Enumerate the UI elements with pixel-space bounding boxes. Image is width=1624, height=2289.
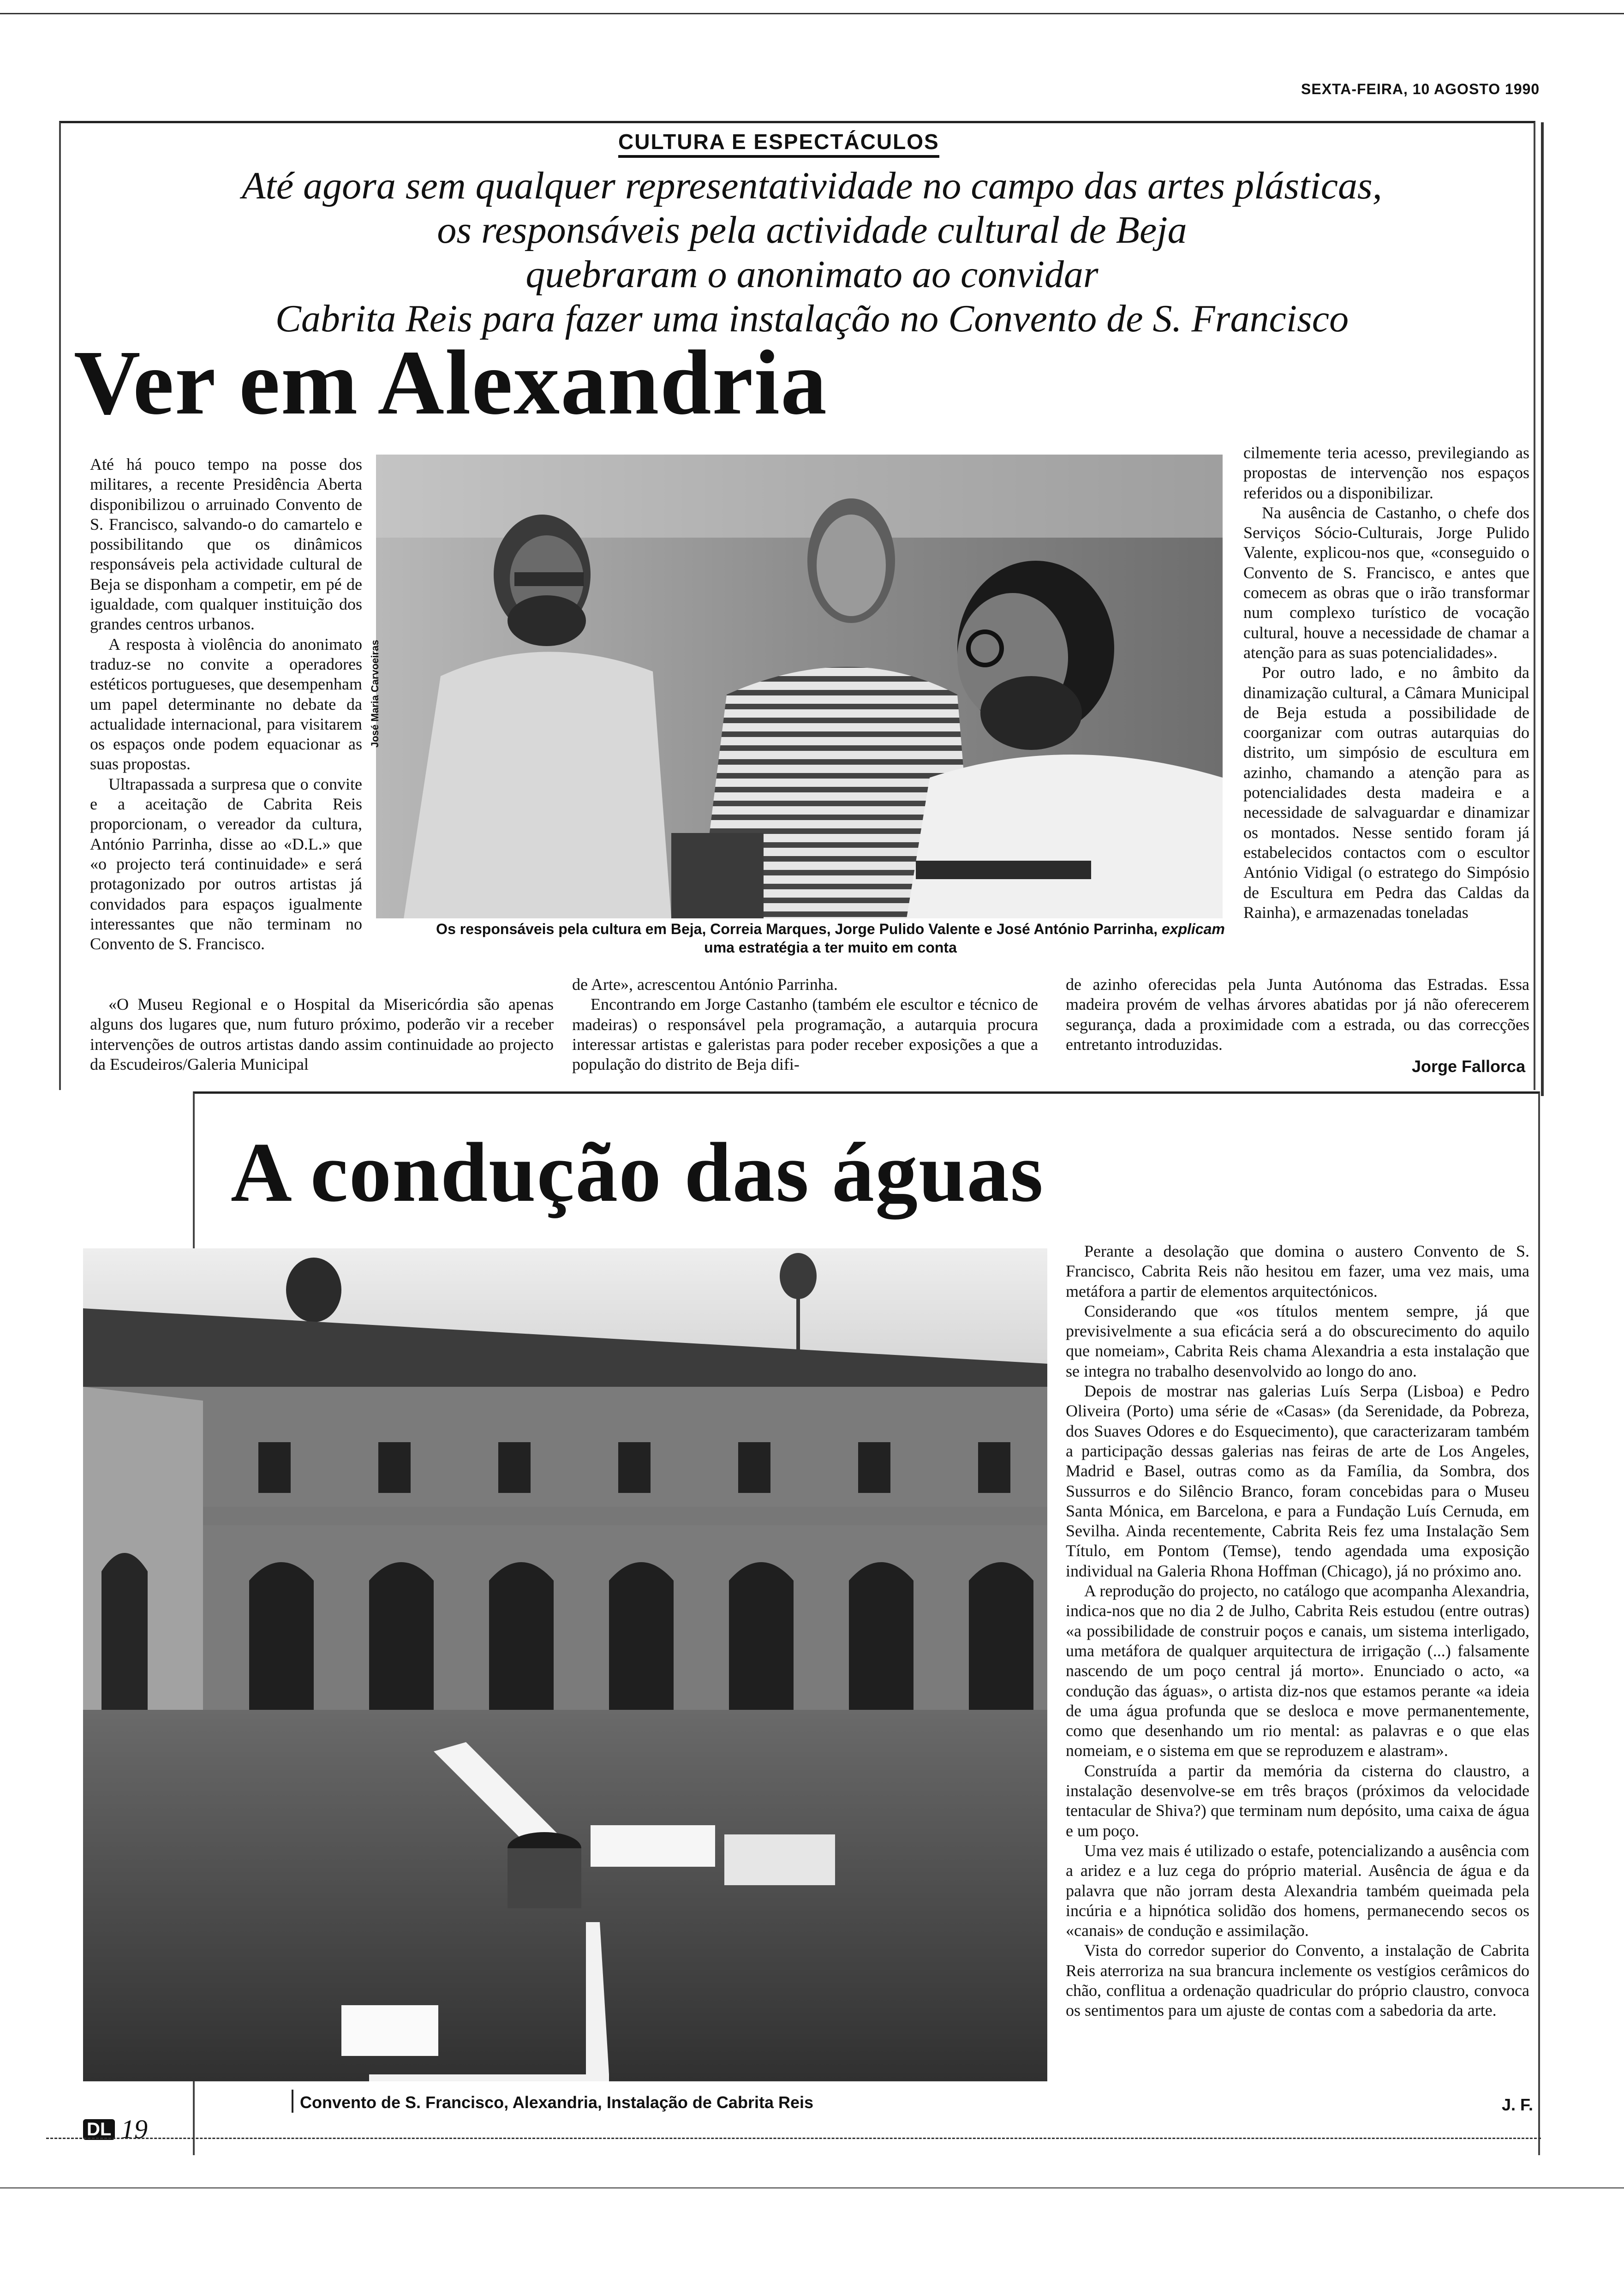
deck-line: Cabrita Reis para fazer uma instalação no Convento de S. Francisco — [275, 297, 1349, 340]
paragraph: cilmemente teria acesso, previlegiando as propostas de intervenção nos espaços referidos ou a disponibilizar. — [1243, 443, 1529, 502]
deck-line: os responsáveis pela actividade cultural de Beja — [437, 209, 1187, 252]
top-scan-edge — [0, 13, 1624, 14]
page-number: 19 — [121, 2114, 148, 2144]
paragraph: Uma vez mais é utilizado o estafe, potencializando a ausência com a aridez e a luz cega do próprio material. Ausência de água e da palavra que não jorram desta Alexandria também queimada pela incúria e a hipnótica solidão dos homens, permanecendo secos os «canais» de condução e assimilação. — [1066, 1841, 1529, 1940]
article1-column-2-bottom — [572, 975, 1038, 1074]
paragraph: Vista do corredor superior do Convento, a instalação de Cabrita Reis aterroriza na sua brancura inclemente os vestígios cerâmicos do chão, conflitua a ordenação quadricular do próprio claustro, convoca os sentimentos para um ajuste de contas com a sabedoria da arte. — [1066, 1941, 1529, 2020]
headline-ver-em-alexandria: Ver em Alexandria — [74, 332, 828, 434]
photo-credit: José Maria Carvoeiras — [369, 640, 381, 748]
caption-divider — [292, 2090, 293, 2113]
caption-text: Os responsáveis pela cultura em Beja, Correia Marques, Jorge Pulido Valente e José António Parrinha, — [436, 921, 1162, 937]
author-initials: J. F. — [1502, 2095, 1534, 2114]
caption-emphasis: explicam — [1161, 921, 1225, 937]
paragraph: Construída a partir da memória da cisterna do claustro, a instalação desenvolve-se em três braços (próximos da velocidade tentacular de Shiva?) que terminam num depósito, uma caixa de água e um poço. — [1066, 1761, 1529, 1840]
newspaper-logo: DL — [83, 2119, 115, 2140]
paragraph: de Arte», acrescentou António Parrinha. — [572, 975, 838, 994]
photo-convent-cloister — [83, 1248, 1047, 2081]
paragraph: A resposta à violência do anonimato traduz-se no convite a operadores estéticos portugueses, que desempenham um papel determinante no debate da actualidade internacional, para visitarem os espaços onde podem equacionar as suas propostas. — [90, 635, 362, 773]
article1-column-3-bottom — [1066, 975, 1529, 1055]
author-signature: Jorge Fallorca — [1412, 1057, 1526, 1076]
paragraph: A reprodução do projecto, no catálogo que acompanha Alexandria, indica-nos que no dia 2 de Julho, Cabrita Reis estudou (entre outras) «a possibilidade de construir poços e canais, um sistema interligado, uma metáfora de qualquer arquitectura de irrigação (...) falsamente nascendo de um poço central já morto». Enunciado o acto, «a condução das águas», o artista diz-nos que estamos perante «a ideia de uma água profunda que se desloca e move permanentemente, como que desenhando um rio mental: as palavras e o que elas nomeiam, e o sistema em que se reproduzem e alastram». — [1066, 1582, 1529, 1760]
headline-conducao-das-aguas: A condução das águas — [231, 1125, 1044, 1219]
photo-three-men — [376, 455, 1223, 918]
footer-rule — [46, 2138, 1541, 2139]
paragraph: Perante a desolação que domina o austero Convento de S. Francisco, Cabrita Reis não hesitou em fazer, uma vez mais, uma metáfora a partir de elementos arquitectónicos. — [1066, 1242, 1529, 1300]
paragraph: Ultrapassada a surpresa que o convite e a aceitação de Cabrita Reis proporcionam, o vereador da cultura, António Parrinha, disse ao «D.L.» que «o projecto terá continuidade» e será protagonizado por outros artistas já convidados para espaços igualmente interessantes que não terminam no Convento de S. Francisco. — [90, 774, 362, 953]
paragraph: Na ausência de Castanho, o chefe dos Serviços Sócio-Culturais, Jorge Pulido Valente, explicou-nos que, «conseguido o Convento de S. Francisco, e antes que comecem as obras que o irão transformar num complexo turístico de vocação cultural, houve a necessidade de chamar a atenção para as suas potencialidades». — [1243, 503, 1529, 662]
article-deck — [92, 164, 1532, 341]
paragraph: de azinho oferecidas pela Junta Autónoma das Estradas. Essa madeira provém de velhas árvores abatidas por já não oferecerem segurança, dada a proximidade com a estrada, ou das correcções entretanto introduzidas. — [1066, 975, 1529, 1054]
section-title: CULTURA E ESPECTÁCULOS — [618, 129, 939, 158]
paragraph: «O Museu Regional e o Hospital da Misericórdia são apenas alguns dos lugares que, num futuro próximo, poderão vir a receber intervenções de outros artistas dando assim continuidade ao projecto da Escudeiros/Galeria Municipal — [90, 995, 554, 1073]
photo-caption-top — [420, 920, 1241, 957]
deck-line: quebraram o anonimato ao convidar — [525, 253, 1099, 296]
paragraph: Por outro lado, e no âmbito da dinamização cultural, a Câmara Municipal de Beja estuda a possibilidade de coorganizar com outras autarquias do distrito, um simpósio de escultura em azinho, chamando a atenção para as potencialidades desta madeira e a necessidade de salvaguardar e dinamizar os montados. Nesse sentido foram já estabelecidos contactos com o escultor António Vidigal (o estratego do Simpósio de Escultura em Pedra das Caldas da Rainha), e armazenadas toneladas — [1243, 663, 1529, 922]
paragraph: Encontrando em Jorge Castanho (também ele escultor e técnico de madeiras) o responsável pela programação, a autarquia procura interessar artistas e galeristas para poder receber exposições a que a população do distrito de Beja difi- — [572, 995, 1038, 1074]
paragraph: Depois de mostrar nas galerias Luís Serpa (Lisboa) e Pedro Oliveira (Porto) uma série de «Casas» (da Serenidade, da Pobreza, dos Suaves Odores e do Esquecimento), que caracterizaram também a participação dessas galerias nas feiras de arte de Los Angeles, Madrid e Basel, outras como as da Família, da Sombra, dos Sussurros e do Silêncio Branco, foram concebidas para o Museu Santa Mónica, em Barcelona, e para a Fundação Luís Cernuda, em Sevilha. Ainda recentemente, Cabrita Reis fez uma Instalação Sem Título, em Pontom (Temse), tendo agendada uma exposição individual na Galeria Rhona Hoffman (Chicago), já no próximo ano. — [1066, 1382, 1529, 1580]
deck-line: Até agora sem qualquer representatividade no campo das artes plásticas, — [242, 164, 1382, 207]
bottom-scan-edge — [0, 2187, 1624, 2188]
photo-caption-bottom: Convento de S. Francisco, Alexandria, Instalação de Cabrita Reis — [300, 2093, 814, 2112]
article1-column-3 — [1243, 443, 1529, 923]
caption-text: uma estratégia a ter muito em conta — [704, 939, 957, 956]
article1-column-1-bottom — [90, 995, 554, 1074]
article2-column — [1066, 1241, 1529, 2021]
article1-column-1 — [90, 455, 362, 954]
paragraph: Considerando que «os títulos mentem sempre, já que previsivelmente a sua eficácia será a do obscurecimento do aquilo que nomeiam», Cabrita Reis chama Alexandria a esta instalação que se integra no trabalho desenvolvido ao longo do ano. — [1066, 1301, 1529, 1380]
issue-date: SEXTA-FEIRA, 10 AGOSTO 1990 — [1301, 81, 1540, 97]
paragraph: Até há pouco tempo na posse dos militares, a recente Presidência Aberta disponibilizou o arruinado Convento de S. Francisco, salvando-o do camartelo e possibilitando que os dinâmicos responsáveis pela actividade cultural de Beja se disponham a competir, em pé de igualdade, com qualquer instituição dos grandes centros urbanos. — [90, 455, 362, 634]
